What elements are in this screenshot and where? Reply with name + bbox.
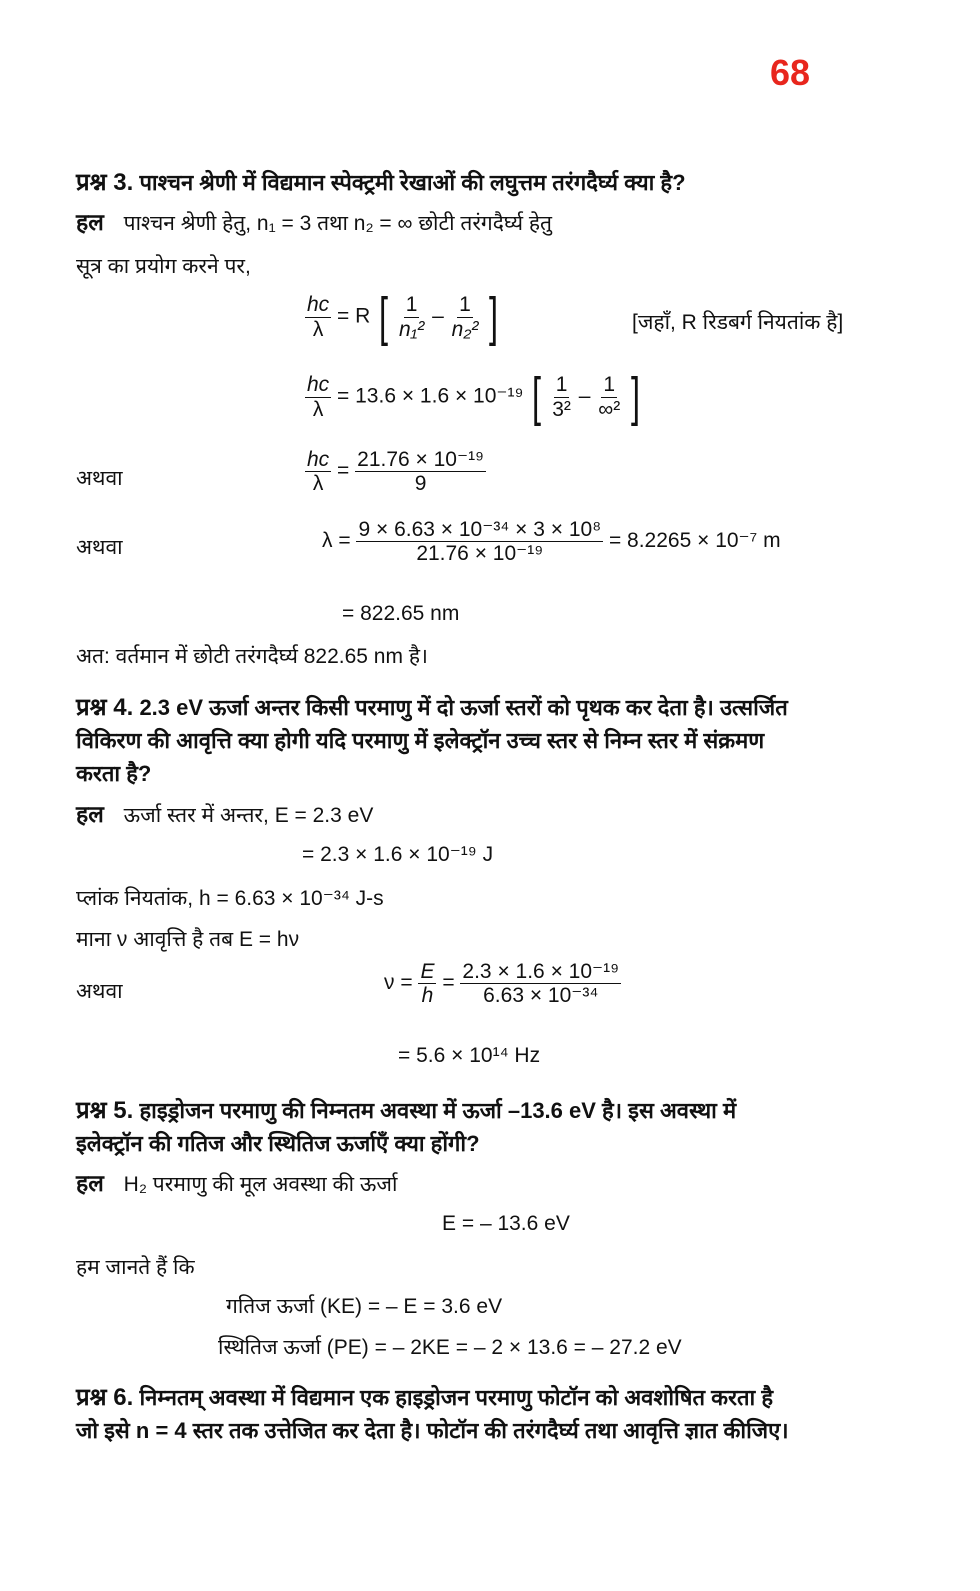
eq4-fraction [356, 518, 603, 565]
eq2-f1-den: 3² [552, 397, 571, 421]
q4-solution-line-4: माना ν आवृत्ति है तब E = hν [76, 928, 300, 951]
q4-eq-fraction-2 [460, 960, 621, 1007]
eq1-minus: – [432, 304, 444, 328]
q4-eq-fraction-1 [418, 960, 436, 1007]
eq1-f1-den: n₁² [399, 317, 425, 341]
eq3-lhs-fraction [305, 448, 331, 495]
question-5-line-2: इलेक्ट्रॉन की गतिज और स्थितिज ऊर्जाएँ क्या होंगी? [76, 1131, 480, 1156]
q4-solution-line-3: प्लांक नियतांक, h = 6.63 × 10⁻³⁴ J-s [76, 887, 384, 910]
q3-equation-2 [305, 367, 643, 427]
q3-conclusion: अत: वर्तमान में छोटी तरंगदैर्घ्य 822.65 nm है। [76, 645, 428, 668]
q3-equation-4 [322, 518, 781, 565]
eq4-rhs: = 8.2265 × 10⁻⁷ m [608, 529, 781, 553]
eq2-fraction-1 [550, 373, 573, 420]
q4-result: = 5.6 × 10¹⁴ Hz [398, 1044, 541, 1067]
eq3-rhs-fraction [355, 448, 486, 495]
q4-eq-f1-num: E [420, 960, 435, 983]
q4-eq-f1-den: h [421, 984, 434, 1008]
question-6-line-2: जो इसे n = 4 स्तर तक उत्तेजित कर देता है। फोटॉन की तरंगदैर्घ्य तथा आवृत्ति ज्ञात कीजिए। [76, 1418, 789, 1443]
q4-eq-lhs: ν = [384, 971, 413, 995]
eq2-lhs-den: λ [312, 397, 324, 421]
eq1-equals-r: = R [337, 304, 371, 328]
eq2-minus: – [578, 384, 591, 408]
q4-solution-line-1 [76, 797, 373, 829]
eq1-fraction-2 [450, 293, 481, 340]
q4-eq-num: 2.3 × 1.6 × 10⁻¹⁹ [462, 960, 620, 983]
question-6-line-1: निम्नतम् अवस्था में विद्यमान एक हाइड्रोजन परमाणु फोटॉन को अवशोषित करता है [139, 1385, 774, 1410]
q5-solution-line-2: E = – 13.6 eV [442, 1212, 570, 1235]
q5-hal-label: हल [76, 1170, 104, 1196]
eq4-lhs: λ = [322, 529, 351, 553]
q3-athva-2: अथवा [76, 536, 123, 559]
question-4-label: प्रश्न 4. [76, 694, 134, 721]
q3-rydberg-note: [जहाँ, R रिडबर्ग नियतांक है] [632, 311, 844, 334]
eq3-den: 9 [414, 472, 427, 496]
q4-athva: अथवा [76, 980, 123, 1003]
eq2-lhs-fraction [305, 373, 331, 420]
q5-solution-line-5: स्थितिज ऊर्जा (PE) = – 2KE = – 2 × 13.6 = – 27.2 eV [218, 1336, 682, 1359]
question-4 [76, 691, 896, 790]
q3-equation-3 [305, 448, 486, 495]
eq1-bracket-open: [ [379, 287, 389, 347]
q4-solution-line-2: = 2.3 × 1.6 × 10⁻¹⁹ J [302, 843, 494, 866]
eq1-fraction-1 [397, 293, 426, 340]
eq4-den: 21.76 × 10⁻¹⁹ [416, 542, 544, 566]
q4-hal-label: हल [76, 801, 104, 827]
q5-solution-line-4: गतिज ऊर्जा (KE) = – E = 3.6 eV [226, 1295, 503, 1318]
q3-sol-line1-text: पाश्चन श्रेणी हेतु, n₁ = 3 तथा n₂ = ∞ छोटी तरंगदैर्घ्य हेतु [123, 212, 552, 235]
eq3-num: 21.76 × 10⁻¹⁹ [357, 448, 485, 471]
q5-sol1-text: H₂ परमाणु की मूल अवस्था की ऊर्जा [123, 1173, 398, 1196]
q5-solution-line-1 [76, 1166, 397, 1198]
q5-solution-line-3: हम जानते हैं कि [76, 1256, 195, 1279]
eq4-num: 9 × 6.63 × 10⁻³⁴ × 3 × 10⁸ [358, 518, 602, 541]
question-4-line-3: करता है? [76, 761, 152, 786]
question-3-label: प्रश्न 3. [76, 169, 134, 196]
question-6 [76, 1381, 896, 1447]
q4-eq-equals: = [442, 971, 455, 995]
eq2-fraction-2 [596, 373, 622, 420]
q4-sol1-text: ऊर्जा स्तर में अन्तर, E = 2.3 eV [123, 804, 374, 827]
eq1-f2-num: 1 [459, 293, 471, 317]
eq2-f1-num: 1 [555, 373, 568, 397]
eq1-bracket-close: ] [489, 287, 499, 347]
question-3-text: पाश्चन श्रेणी में विद्यमान स्पेक्ट्रमी रेखाओं की लघुत्तम तरंगदैर्घ्य क्या है? [139, 170, 686, 195]
eq1-f2-den: n₂² [451, 317, 479, 341]
page-number: 68 [770, 52, 811, 93]
question-5-label: प्रश्न 5. [76, 1097, 134, 1124]
q3-solution-line-1 [76, 205, 552, 237]
question-3 [76, 166, 686, 199]
eq2-bracket-close: ] [631, 367, 641, 427]
eq1-f1-num: 1 [405, 293, 418, 317]
eq3-lhs-num: hc [307, 448, 330, 471]
q3-solution-line-2: सूत्र का प्रयोग करने पर, [76, 255, 251, 278]
eq1-lhs-den: λ [312, 317, 324, 341]
eq1-lhs-num: hc [307, 293, 330, 317]
eq2-f2-den: ∞² [598, 397, 621, 421]
eq3-equals: = [337, 459, 350, 483]
eq3-lhs-den: λ [312, 472, 324, 496]
eq1-lhs-fraction [305, 293, 331, 340]
question-5 [76, 1094, 896, 1160]
eq2-f2-num: 1 [603, 373, 616, 397]
question-5-line-1: हाइड्रोजन परमाणु की निम्नतम अवस्था में ऊर्जा –13.6 eV है। इस अवस्था में [139, 1098, 737, 1123]
question-6-label: प्रश्न 6. [76, 1384, 134, 1411]
question-4-line-1: 2.3 eV ऊर्जा अन्तर किसी परमाणु में दो ऊर्जा स्तरों को पृथक कर देता है। उत्सर्जित [139, 695, 788, 720]
q4-eq-den: 6.63 × 10⁻³⁴ [483, 984, 599, 1008]
q3-hal-label: हल [76, 209, 104, 235]
q3-equation-5: = 822.65 nm [342, 602, 460, 625]
q3-athva-1: अथवा [76, 467, 123, 490]
question-4-line-2: विकिरण की आवृत्ति क्या होगी यदि परमाणु में इलेक्ट्रॉन उच्च स्तर से निम्न स्तर में संक्रमण [76, 728, 765, 753]
eq2-rhs: = 13.6 × 1.6 × 10⁻¹⁹ [337, 384, 524, 408]
eq2-lhs-num: hc [307, 373, 330, 397]
eq2-bracket-open: [ [532, 367, 542, 427]
q3-equation-1 [305, 287, 501, 347]
q4-equation [384, 960, 621, 1007]
